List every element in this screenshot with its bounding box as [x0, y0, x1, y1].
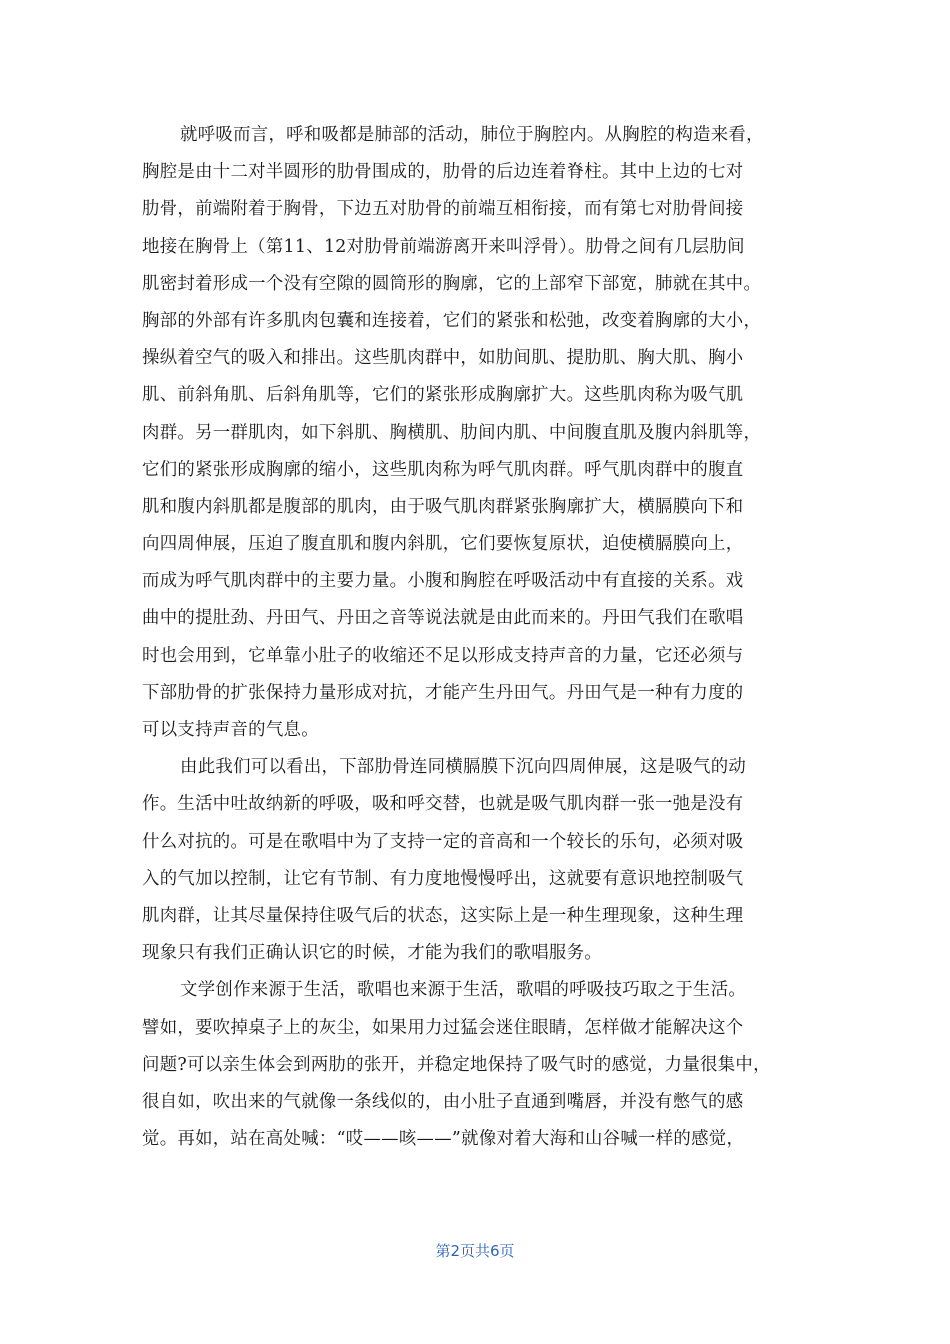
text-line: 肌密封着形成一个没有空隙的圆筒形的胸廓，它的上部窄下部宽，肺就在其中。: [142, 273, 762, 294]
text-line: 胸部的外部有许多肌肉包囊和连接着，它们的紧张和松弛，改变着胸廓的大小，: [142, 310, 762, 331]
text-line: 向四周伸展，压迫了腹直肌和腹内斜肌，它们要恢复原状，迫使横膈膜向上，: [142, 534, 744, 555]
text-line: 文学创作来源于生活，歌唱也来源于生活，歌唱的呼吸技巧取之于生活。: [180, 980, 747, 1001]
text-line: 可以支持声音的气息。: [142, 720, 319, 740]
text-line: 下部肋骨的扩张保持力量形成对抗，才能产生丹田气。丹田气是一种有力度的: [142, 682, 744, 703]
text-line: 作。生活中吐故纳新的呼吸，吸和呼交替，也就是吸气肌肉群一张一弛是没有: [142, 794, 744, 815]
text-line: 而成为呼气肌肉群中的主要力量。小腹和胸腔在呼吸活动中有直接的关系。戏: [142, 571, 744, 592]
text-line: 操纵着空气的吸入和排出。这些肌肉群中，如肋间肌、提肋肌、胸大肌、胸小: [142, 348, 744, 369]
text-line: 胸腔是由十二对半圆形的肋骨围成的，肋骨的后边连着脊柱。其中上边的七对: [142, 162, 744, 183]
text-line: 就呼吸而言，呼和吸都是肺部的活动，肺位于胸腔内。从胸腔的构造来看，: [180, 125, 764, 145]
text-line: 什么对抗的。可是在歌唱中为了支持一定的音高和一个较长的乐句，必须对吸: [142, 831, 744, 852]
text-line: 它们的紧张形成胸廓的缩小，这些肌肉称为呼气肌肉群。呼气肌肉群中的腹直: [142, 459, 744, 480]
text-line: 入的气加以控制，让它有节制、有力度地慢慢呼出，这就要有意识地控制吸气: [142, 868, 744, 889]
text-line: 肋骨，前端附着于胸骨，下边五对肋骨的前端互相衔接，而有第七对肋骨间接: [142, 199, 744, 220]
text-line: 譬如，要吹掉桌子上的灰尘，如果用力过猛会迷住眼睛，怎样做才能解决这个: [142, 1017, 744, 1038]
text-line: 很自如，吹出来的气就像一条线似的，由小肚子直通到嘴唇，并没有憋气的感: [142, 1091, 744, 1112]
text-line: 肌和腹内斜肌都是腹部的肌肉，由于吸气肌肉群紧张胸廓扩大，横膈膜向下和: [142, 496, 744, 517]
page-number: 第2页共6页: [435, 1242, 515, 1260]
text-line: 觉。再如，站在高处喊：“哎——咳——”就像对着大海和山谷喊一样的感觉，: [142, 1129, 745, 1150]
text-line: 地接在胸骨上（第11、12对肋骨前端游离开来叫浮骨）。肋骨之间有几层肋间: [142, 236, 745, 257]
text-line: 曲中的提肚劲、丹田气、丹田之音等说法就是由此而来的。丹田气我们在歌唱: [142, 608, 744, 629]
text-line: 肉群。另一群肌肉，如下斜肌、胸横肌、肋间内肌、中间腹直肌及腹内斜肌等，: [142, 422, 762, 443]
text-line: 现象只有我们正确认识它的时候，才能为我们的歌唱服务。: [142, 943, 602, 964]
text-line: 时也会用到，它单靠小肚子的收缩还不足以形成支持声音的力量，它还必须与: [142, 645, 744, 666]
text-line: 肌肉群，让其尽量保持住吸气后的状态，这实际上是一种生理现象，这种生理: [142, 905, 744, 926]
text-line: 肌、前斜角肌、后斜角肌等，它们的紧张形成胸廓扩大。这些肌肉称为吸气肌: [142, 385, 744, 406]
body-text: [142, 117, 822, 1158]
text-line: 由此我们可以看出，下部肋骨连同横膈膜下沉向四周伸展，这是吸气的动: [180, 757, 747, 778]
text-line: 问题?可以亲生体会到两肋的张开，并稳定地保持了吸气时的感觉，力量很集中，: [142, 1054, 771, 1075]
